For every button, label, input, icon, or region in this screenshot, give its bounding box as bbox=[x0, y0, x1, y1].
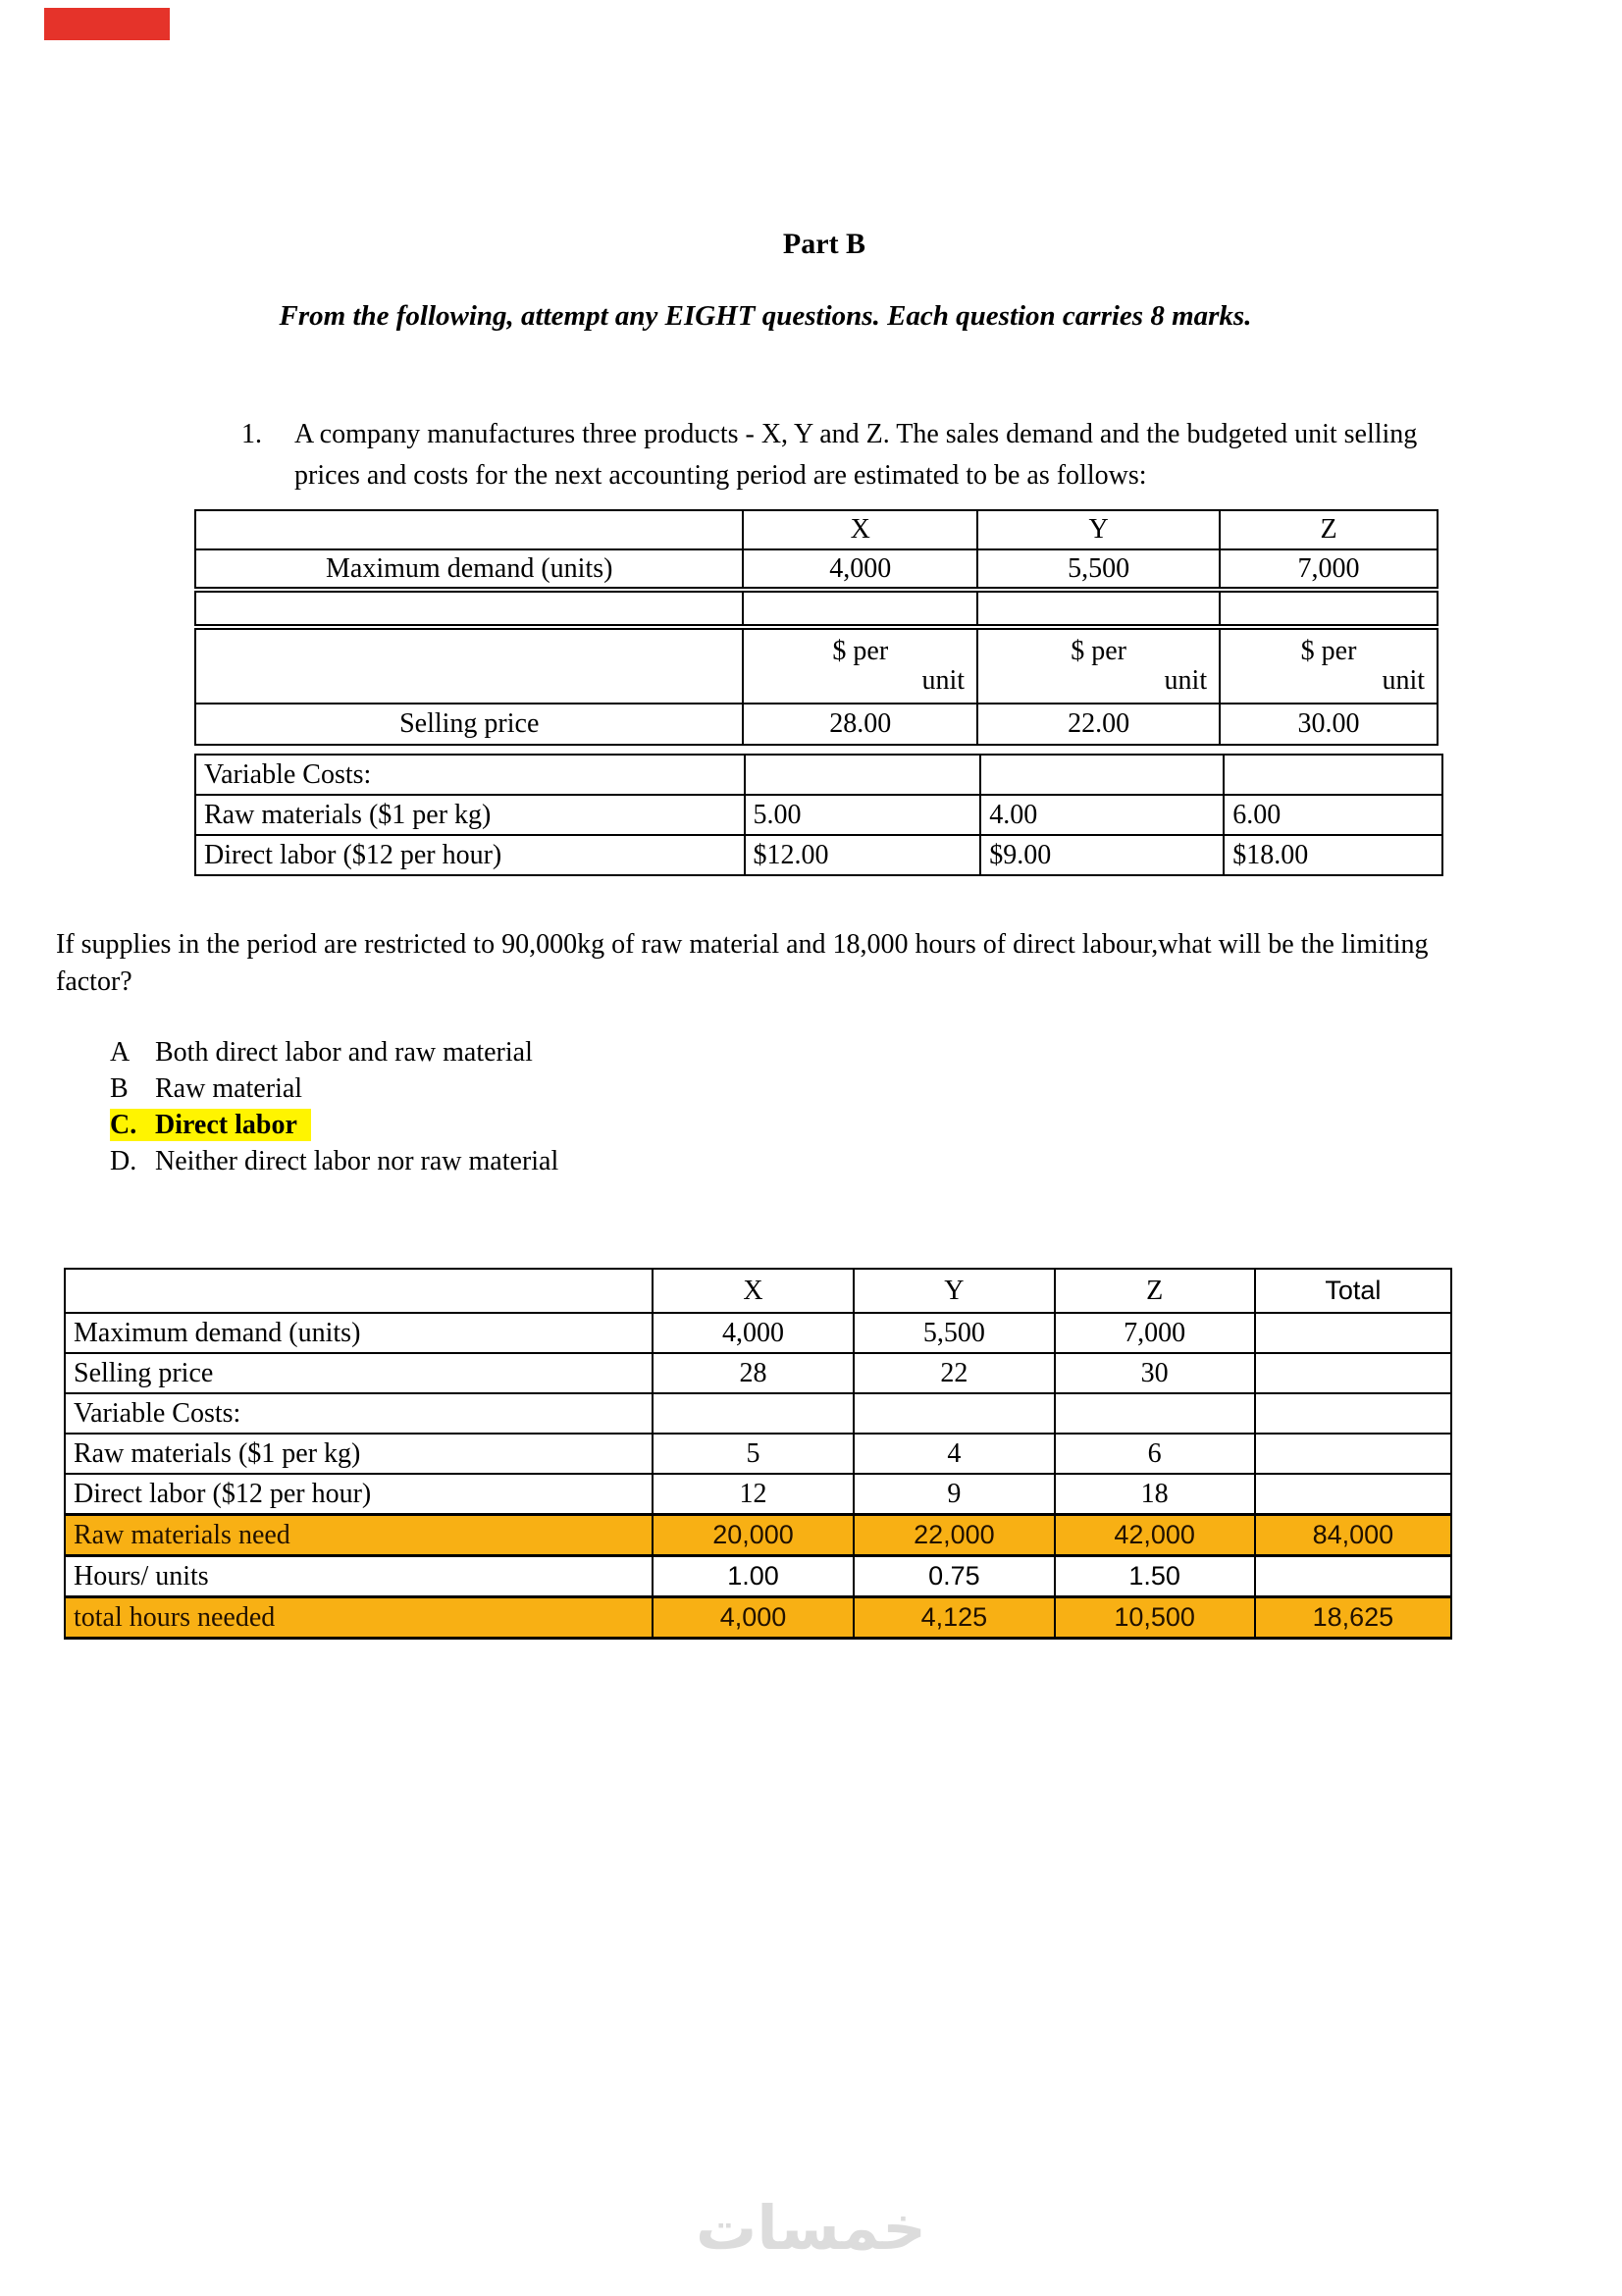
option-letter: D. bbox=[110, 1146, 137, 1176]
option-text: Raw material bbox=[155, 1073, 303, 1104]
table-row bbox=[195, 755, 1442, 795]
value-cell: 9 bbox=[854, 1474, 1054, 1515]
per-unit-bottom: unit bbox=[921, 665, 966, 696]
value-cell: 7,000 bbox=[1055, 1313, 1255, 1353]
value-cell: $9.00 bbox=[980, 835, 1224, 875]
red-redaction-mark bbox=[44, 8, 170, 40]
value-cell: 22 bbox=[854, 1353, 1054, 1393]
correct-answer-highlight bbox=[110, 1109, 311, 1141]
empty-cell bbox=[980, 755, 1224, 795]
empty-cell bbox=[1224, 755, 1442, 795]
empty-cell bbox=[1220, 590, 1438, 627]
value-cell: 4,000 bbox=[653, 1597, 855, 1639]
table-row bbox=[65, 1434, 1451, 1474]
table-row bbox=[195, 590, 1438, 627]
per-unit-cell bbox=[977, 627, 1220, 704]
row-label: Maximum demand (units) bbox=[195, 549, 743, 590]
option-letter: C. bbox=[110, 1110, 137, 1140]
row-label: Raw materials ($1 per kg) bbox=[195, 795, 745, 835]
row-label: Selling price bbox=[65, 1353, 653, 1393]
question-number: 1. bbox=[241, 419, 262, 449]
value-cell: 5 bbox=[653, 1434, 855, 1474]
option-c-highlighted bbox=[110, 1107, 558, 1143]
table-row bbox=[195, 510, 1438, 549]
empty-cell bbox=[743, 590, 977, 627]
per-unit-bottom: unit bbox=[1164, 665, 1208, 696]
empty-cell bbox=[1255, 1474, 1451, 1515]
empty-cell bbox=[1055, 1393, 1255, 1434]
value-cell: 1.50 bbox=[1055, 1556, 1255, 1597]
col-header-y: Y bbox=[854, 1269, 1054, 1313]
table-row bbox=[195, 627, 1438, 704]
value-cell: 6.00 bbox=[1224, 795, 1442, 835]
empty-cell bbox=[1255, 1556, 1451, 1597]
value-cell: 4,125 bbox=[854, 1597, 1054, 1639]
variable-costs-table bbox=[194, 754, 1443, 876]
value-cell: 12 bbox=[653, 1474, 855, 1515]
option-text: Direct labor bbox=[155, 1110, 297, 1140]
row-label: Raw materials ($1 per kg) bbox=[65, 1434, 653, 1474]
value-cell: 7,000 bbox=[1220, 549, 1438, 590]
value-cell: 30 bbox=[1055, 1353, 1255, 1393]
table-row-raw-materials-need bbox=[65, 1515, 1451, 1556]
value-cell: 5,500 bbox=[854, 1313, 1054, 1353]
exam-instruction: From the following, attempt any EIGHT questions. Each question carries 8 marks. bbox=[279, 300, 1252, 332]
option-letter: A bbox=[110, 1037, 131, 1068]
empty-cell bbox=[1255, 1434, 1451, 1474]
col-header-y: Y bbox=[977, 510, 1220, 549]
option-d bbox=[110, 1143, 558, 1179]
row-label: Direct labor ($12 per hour) bbox=[65, 1474, 653, 1515]
table-row bbox=[195, 795, 1442, 835]
empty-cell bbox=[1255, 1353, 1451, 1393]
value-cell: 4,000 bbox=[743, 549, 977, 590]
empty-cell bbox=[195, 590, 743, 627]
table-row bbox=[195, 835, 1442, 875]
khamsat-watermark: خمسات bbox=[696, 2192, 926, 2264]
per-unit-top: $ per bbox=[1071, 636, 1126, 666]
empty-cell bbox=[854, 1393, 1054, 1434]
question-1 bbox=[241, 414, 1429, 496]
col-header-total: Total bbox=[1255, 1269, 1451, 1313]
total-cell: 18,625 bbox=[1255, 1597, 1451, 1639]
demand-price-table bbox=[194, 509, 1439, 746]
table-row-total-hours-needed bbox=[65, 1597, 1451, 1639]
value-cell: 6 bbox=[1055, 1434, 1255, 1474]
value-cell: 18 bbox=[1055, 1474, 1255, 1515]
per-unit-cell bbox=[1220, 627, 1438, 704]
empty-cell bbox=[745, 755, 981, 795]
value-cell: 22,000 bbox=[854, 1515, 1054, 1556]
empty-cell bbox=[65, 1269, 653, 1313]
row-label: total hours needed bbox=[65, 1597, 653, 1639]
per-unit-bottom: unit bbox=[1382, 665, 1425, 696]
row-label: Selling price bbox=[195, 704, 743, 745]
empty-cell bbox=[977, 590, 1220, 627]
value-cell: $12.00 bbox=[745, 835, 981, 875]
value-cell: 5,500 bbox=[977, 549, 1220, 590]
value-cell: 28 bbox=[653, 1353, 855, 1393]
row-label: Variable Costs: bbox=[65, 1393, 653, 1434]
col-header-x: X bbox=[743, 510, 977, 549]
col-header-z: Z bbox=[1055, 1269, 1255, 1313]
value-cell: 20,000 bbox=[653, 1515, 855, 1556]
col-header-x: X bbox=[653, 1269, 855, 1313]
part-title: Part B bbox=[782, 228, 866, 260]
value-cell: 30.00 bbox=[1220, 704, 1438, 745]
empty-cell bbox=[195, 627, 743, 704]
row-label: Hours/ units bbox=[65, 1556, 653, 1597]
table-row bbox=[65, 1269, 1451, 1313]
value-cell: 4.00 bbox=[980, 795, 1224, 835]
value-cell: 28.00 bbox=[743, 704, 977, 745]
option-b bbox=[110, 1070, 558, 1107]
col-header-z: Z bbox=[1220, 510, 1438, 549]
empty-cell bbox=[1255, 1393, 1451, 1434]
value-cell: 1.00 bbox=[653, 1556, 855, 1597]
per-unit-cell bbox=[743, 627, 977, 704]
per-unit-top: $ per bbox=[832, 636, 889, 666]
value-cell: 22.00 bbox=[977, 704, 1220, 745]
option-letter: B bbox=[110, 1073, 129, 1104]
value-cell: 5.00 bbox=[745, 795, 981, 835]
empty-cell bbox=[1255, 1313, 1451, 1353]
value-cell: 4 bbox=[854, 1434, 1054, 1474]
table-row bbox=[65, 1393, 1451, 1434]
table-row bbox=[195, 549, 1438, 590]
option-text: Neither direct labor nor raw material bbox=[155, 1146, 559, 1176]
per-unit-top: $ per bbox=[1300, 636, 1357, 666]
row-label: Maximum demand (units) bbox=[65, 1313, 653, 1353]
value-cell: $18.00 bbox=[1224, 835, 1442, 875]
value-cell: 42,000 bbox=[1055, 1515, 1255, 1556]
empty-cell bbox=[195, 510, 743, 549]
row-label: Raw materials need bbox=[65, 1515, 653, 1556]
table-row bbox=[195, 704, 1438, 745]
value-cell: 10,500 bbox=[1055, 1597, 1255, 1639]
limiting-factor-question: If supplies in the period are restricted to 90,000kg of raw material and 18,000 hours of direct labour,what will be the limiting factor? bbox=[56, 929, 1429, 997]
calculation-table bbox=[64, 1268, 1452, 1640]
table-row bbox=[65, 1313, 1451, 1353]
value-cell: 4,000 bbox=[653, 1313, 855, 1353]
row-label: Direct labor ($12 per hour) bbox=[195, 835, 745, 875]
table-row bbox=[65, 1474, 1451, 1515]
option-text: Both direct labor and raw material bbox=[155, 1037, 533, 1068]
value-cell: 0.75 bbox=[854, 1556, 1054, 1597]
option-a bbox=[110, 1034, 558, 1070]
table-row bbox=[65, 1556, 1451, 1597]
question-text: A company manufactures three products - X, Y and Z. The sales demand and the budgeted unit selling prices and costs for the next accounting period are estimated to be as follows: bbox=[294, 419, 1418, 491]
row-label: Variable Costs: bbox=[195, 755, 745, 795]
answer-options bbox=[110, 1034, 558, 1179]
table-row bbox=[65, 1353, 1451, 1393]
empty-cell bbox=[653, 1393, 855, 1434]
total-cell: 84,000 bbox=[1255, 1515, 1451, 1556]
